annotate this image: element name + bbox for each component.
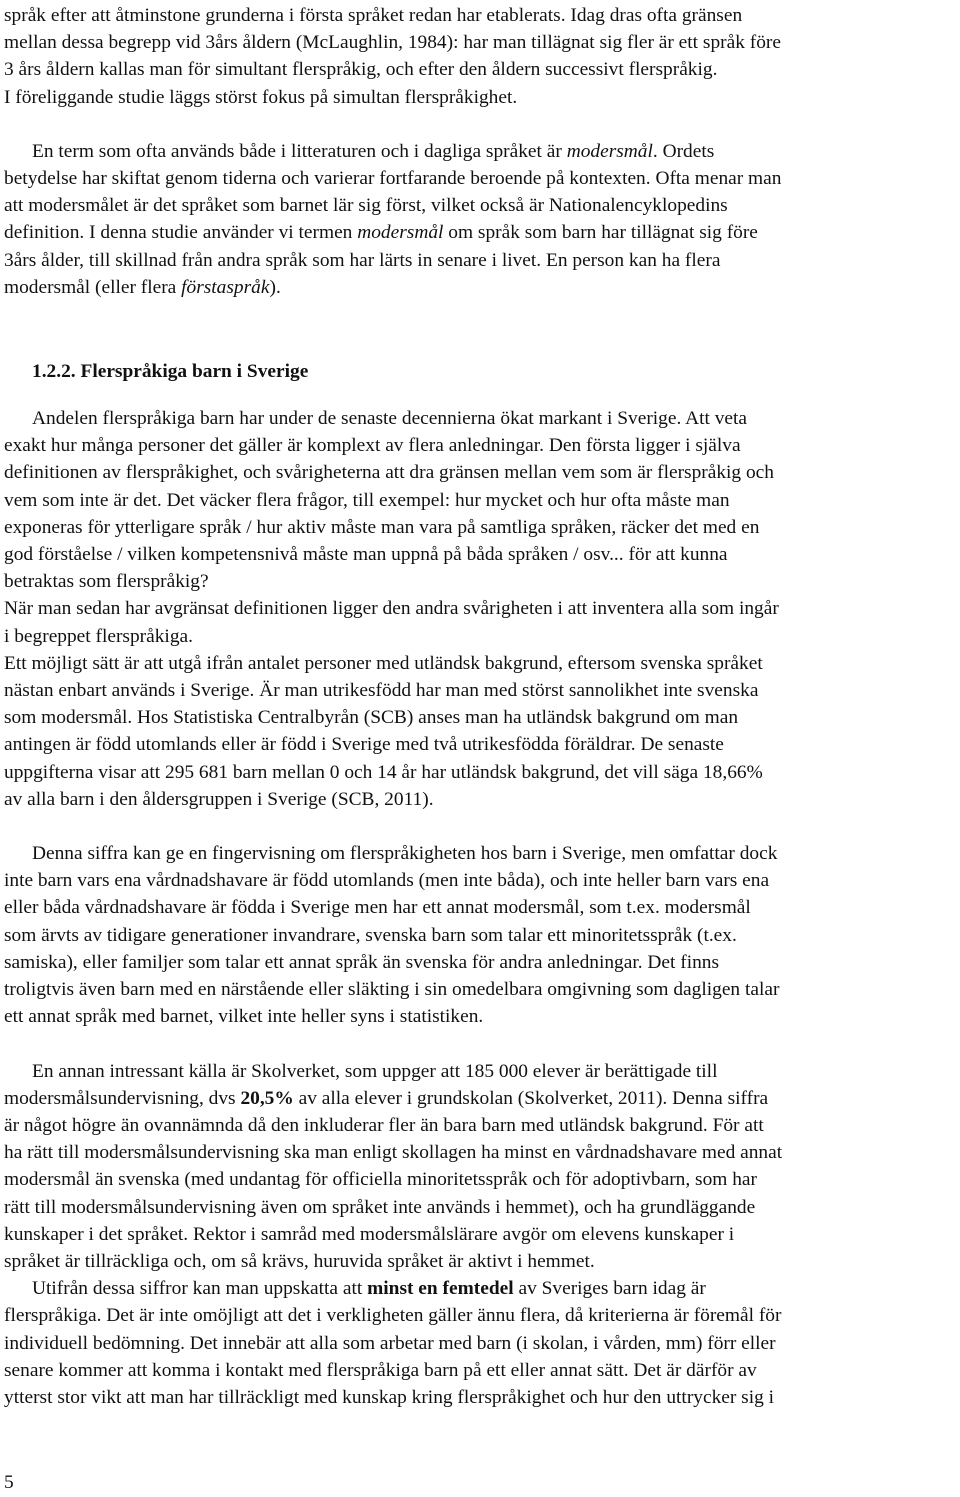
text-line: flerspråkiga. Det är inte omöjligt att det i verkligheten gäller ännu flera, då kriterierna är föremål för (4, 1305, 782, 1327)
page-number: 5 (4, 1472, 14, 1493)
text-line: att modersmålet är det språket som barnet lär sig först, vilket också är Nationalencyklopedins (4, 195, 728, 217)
text-line: är något högre än ovannämnda då den inkluderar fler än bara barn med utländsk bakgrund. För att (4, 1114, 764, 1136)
text-line: 3års ålder, till skillnad från andra språk som har lärts in senare i livet. En person kan ha flera (4, 249, 721, 271)
italic-term: modersmål (566, 140, 653, 162)
text-run: ). (269, 276, 281, 298)
text-line: exponeras för ytterligare språk / hur aktiv måste man vara på samtliga språken, räcker det med en (4, 516, 760, 538)
text-line: betraktas som flerspråkig? (4, 571, 209, 593)
text-run: . Ordets (652, 140, 715, 162)
text-line: rätt till modersmålsundervisning även om språket inte används i hemmet), och ha grundläggande (4, 1196, 756, 1218)
text-line: En annan intressant källa är Skolverket, som uppger att 185 000 elever är berättigade till (32, 1060, 718, 1082)
text-line: senare kommer att komma i kontakt med flerspråkiga barn på ett eller annat sätt. Det är därför av (4, 1359, 757, 1381)
paragraph-gap (4, 1031, 956, 1058)
section-gap (4, 301, 956, 358)
text-run: En term som ofta används både i litteraturen och i dagliga språket är (32, 140, 567, 162)
text-line: som ärvts av tidigare generationer invandrare, svenska barn som talar ett minoritetsspråk (t.ex. (4, 924, 737, 946)
text-line (4, 219, 956, 246)
text-line: vem som inte är det. Det väcker flera frågor, till exempel: hur mycket och hur ofta måste man (4, 489, 730, 511)
text-line: ett annat språk med barnet, vilket inte heller syns i statistiken. (4, 1006, 484, 1028)
paragraph-4 (4, 840, 956, 1030)
text-line: antingen är född utomlands eller är född i Sverige med två utrikesfödda föräldrar. De senaste (4, 734, 724, 756)
document-page (4, 2, 956, 1411)
italic-term: förstaspråk (181, 276, 270, 298)
paragraph-gap (4, 813, 956, 840)
text-line: modersmål än svenska (med undantag för officiella minoritetsspråk och för adoptivbarn, som har (4, 1169, 757, 1191)
text-line: ytterst stor vikt att man har tillräckligt med kunskap kring flerspråkighet och hur den uttrycker sig i (4, 1386, 775, 1408)
text-line: betydelse har skiftat genom tiderna och varierar fortfarande beroende på kontexten. Ofta menar man (4, 168, 782, 190)
text-line: kunskaper i det språket. Rektor i samråd med modersmålslärare avgör om elevens kunskaper i (4, 1223, 735, 1245)
text-run: modersmålsundervisning, dvs (4, 1087, 241, 1109)
text-line: språk efter att åtminstone grunderna i första språket redan har etablerats. Idag dras ofta gränsen (4, 5, 743, 26)
text-line: i begreppet flerspråkiga. (4, 625, 193, 647)
section-gap (4, 385, 956, 405)
text-line: som modersmål. Hos Statistiska Centralbyrån (SCB) anses man ha utländsk bakgrund om man (4, 707, 739, 729)
section-heading: 1.2.2. Flerspråkiga barn i Sverige (32, 361, 309, 383)
text-line: definitionen av flerspråkighet, och svårigheterna att dra gränsen mellan vem som är flerspråkig och (4, 462, 774, 484)
text-run: om språk som barn har tillägnat sig före (443, 222, 758, 244)
text-line: Ett möjligt sätt är att utgå ifrån antalet personer med utländsk bakgrund, eftersom svenska språket (4, 652, 763, 674)
text-line: Denna siffra kan ge en fingervisning om flerspråkigheten hos barn i Sverige, men omfattar dock (32, 843, 778, 865)
paragraph-6 (4, 1275, 956, 1411)
text-line: eller båda vårdnadshavare är födda i Sverige men har ett annat modersmål, som t.ex. modersmål (4, 897, 751, 919)
text-line: När man sedan har avgränsat definitionen ligger den andra svårigheten i att inventera alla som ingår (4, 598, 779, 620)
text-run: av alla elever i grundskolan (Skolverket, 2011). Denna siffra (293, 1087, 769, 1109)
text-line (4, 274, 956, 301)
paragraph-gap (4, 111, 956, 138)
text-line: individuell bedömning. Det innebär att alla som arbetar med barn (i skolan, i vården, mm) förr eller (4, 1332, 776, 1354)
text-line (4, 1085, 956, 1112)
text-line: ha rätt till modersmålsundervisning ska man enligt skollagen ha minst en vårdnadshavare med annat (4, 1142, 783, 1164)
text-line: nästan enbart används i Sverige. Är man utrikesfödd har man med störst sannolikhet inte svenska (4, 680, 759, 702)
text-line (4, 138, 956, 165)
text-line: 3 års åldern kallas man för simultant flerspråkig, och efter den åldern successivt flerspråkig. (4, 59, 718, 81)
paragraph-5 (4, 1058, 956, 1276)
text-line: uppgifterna visar att 295 681 barn mellan 0 och 14 år har utländsk bakgrund, det vill säga 18,66% (4, 761, 763, 783)
text-line: troligtvis även barn med en närstående eller släkting i sin omedelbara omgivning som dagligen talar (4, 979, 780, 1001)
italic-term: modersmål (357, 222, 444, 244)
text-line (4, 1275, 956, 1302)
text-line: exakt hur många personer det gäller är komplext av flera anledningar. Den första ligger i själva (4, 435, 741, 457)
paragraph-3 (4, 405, 956, 813)
text-line: I föreliggande studie läggs störst fokus på simultan flerspråkighet. (4, 86, 518, 108)
text-line: samiska), eller familjer som talar ett annat språk än svenska för andra anledningar. Det finns (4, 951, 720, 973)
bold-figure: 20,5% (240, 1087, 294, 1109)
text-run: definition. I denna studie använder vi termen (4, 222, 358, 244)
text-run: modersmål (eller flera (4, 276, 182, 298)
text-line: god förståelse / vilken kompetensnivå måste man uppnå på båda språken / osv... för att kunna (4, 544, 728, 566)
text-run: Utifrån dessa siffror kan man uppskatta att (32, 1278, 368, 1300)
text-line: av alla barn i den åldersgruppen i Sverige (SCB, 2011). (4, 788, 434, 810)
bold-phrase: minst en femtedel (367, 1278, 514, 1300)
text-line: Andelen flerspråkiga barn har under de senaste decennierna ökat markant i Sverige. Att veta (32, 408, 748, 430)
paragraph-2 (4, 138, 956, 301)
text-line: språket är tillräckliga och, om så krävs, huruvida språket är aktivt i hemmet. (4, 1250, 595, 1272)
text-line: mellan dessa begrepp vid 3års åldern (McLaughlin, 1984): har man tillägnat sig fler är ett språk före (4, 32, 781, 54)
text-run: av Sveriges barn idag är (513, 1278, 706, 1300)
text-line: inte barn vars ena vårdnadshavare är född utomlands (men inte båda), och inte heller barn vars ena (4, 870, 770, 892)
paragraph-1 (4, 2, 956, 111)
